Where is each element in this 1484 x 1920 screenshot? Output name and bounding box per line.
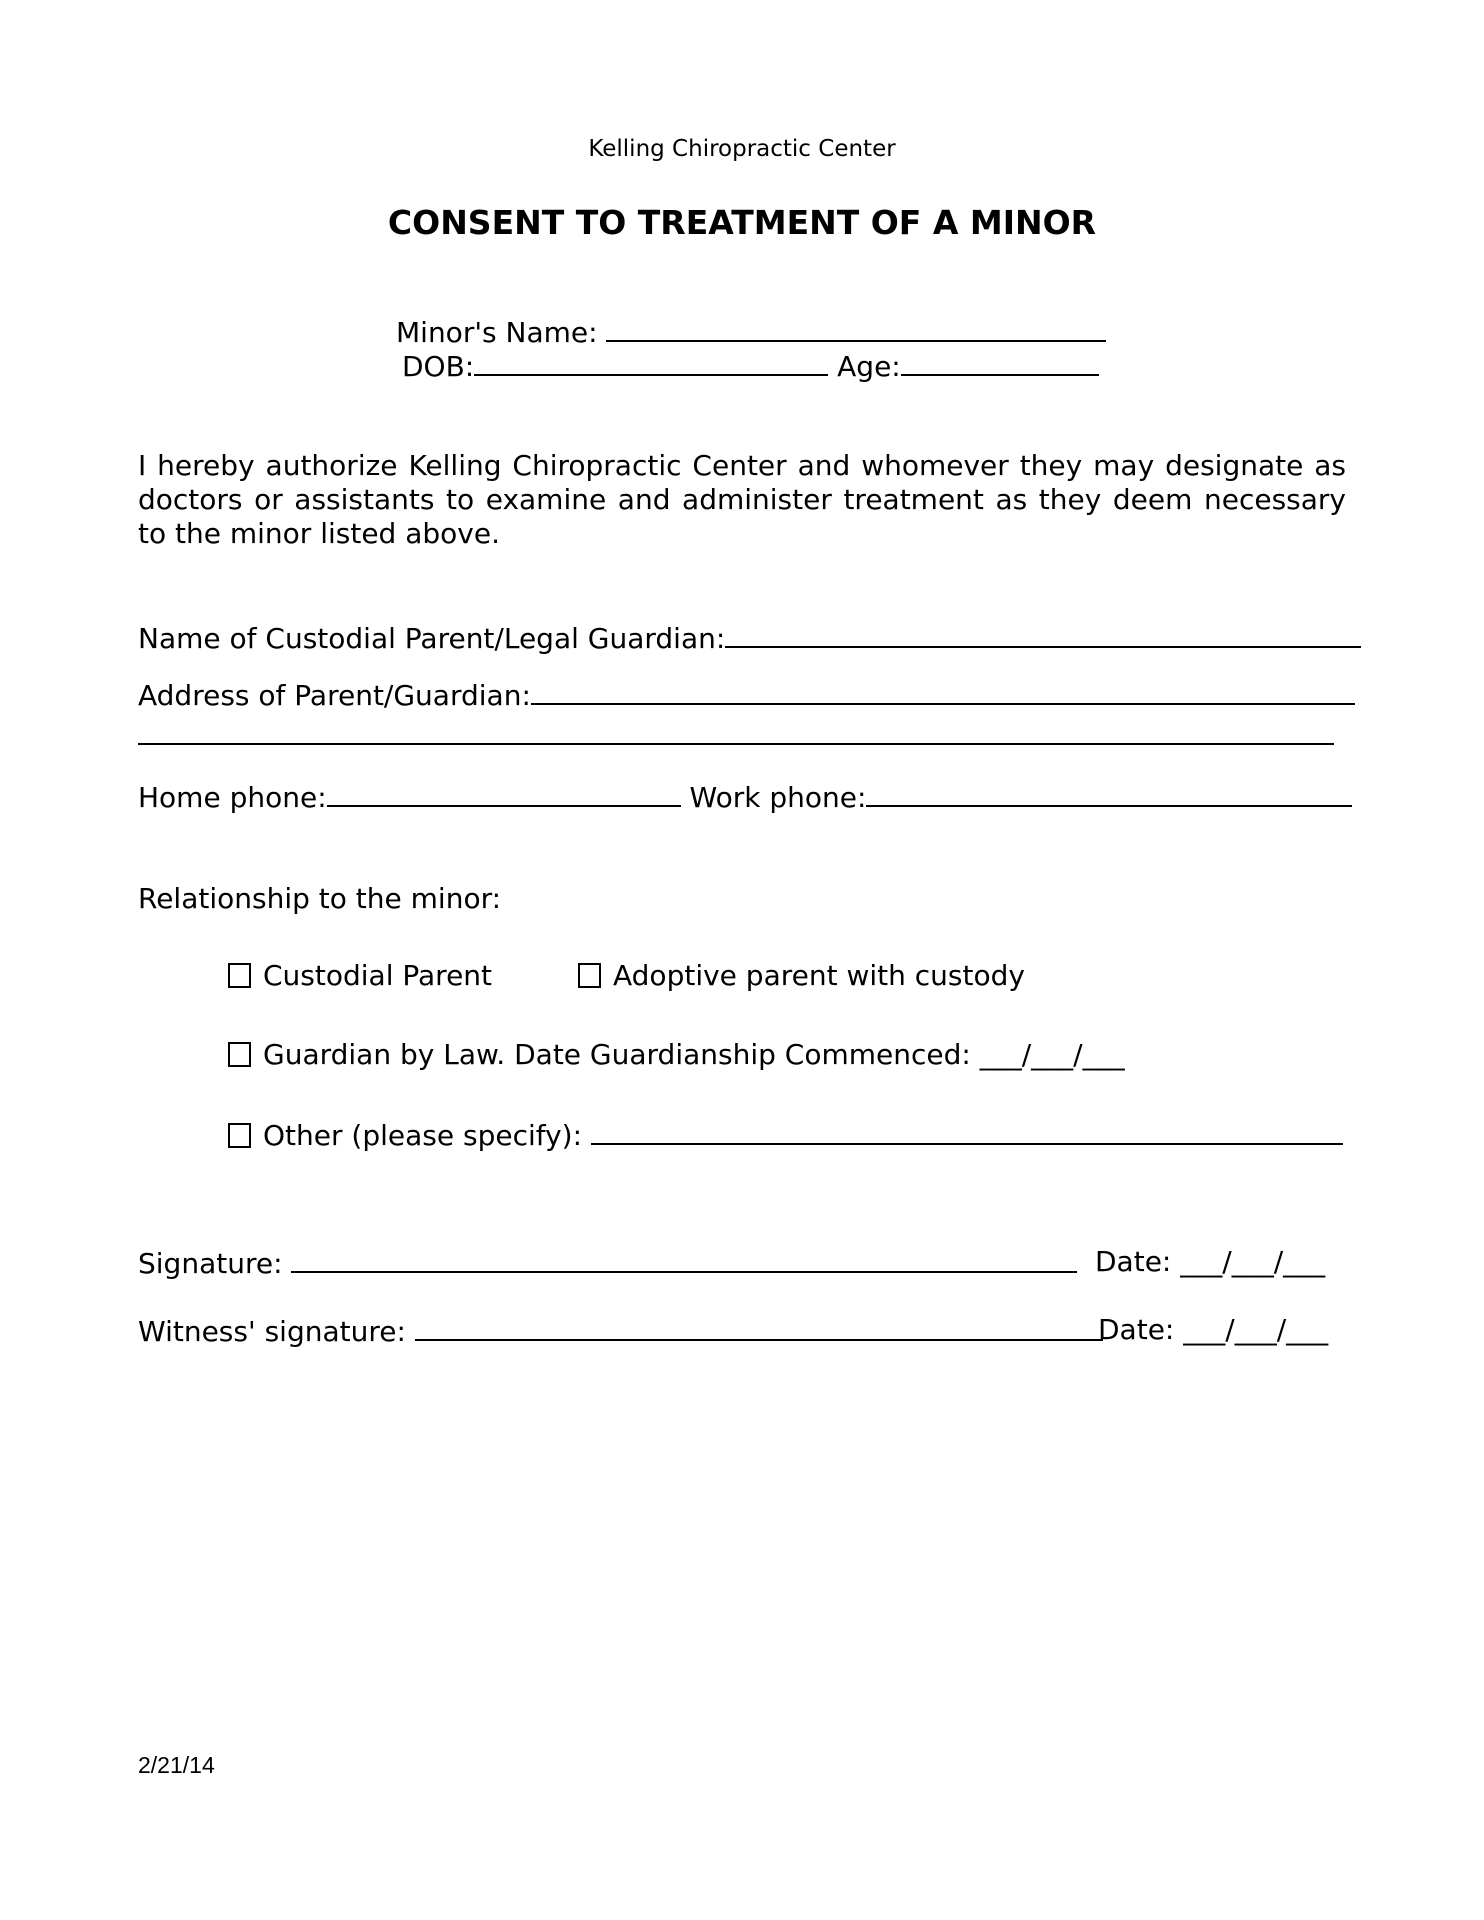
witness-signature-label: Witness' signature: (138, 1315, 415, 1348)
option-guardian-by-law[interactable] (228, 1038, 1125, 1072)
age-label: Age: (828, 350, 901, 383)
guardian-by-law-label: Guardian by Law. Date Guardianship Commenced: ___/___/___ (263, 1038, 1125, 1071)
custodial-parent-checkbox[interactable] (228, 963, 251, 988)
dob-age-row (402, 348, 1099, 384)
guardian-address-field[interactable] (531, 677, 1355, 705)
dob-field[interactable] (474, 348, 828, 376)
phone-row (138, 779, 1352, 815)
option-custodial-parent[interactable] (228, 959, 492, 993)
guardian-name-field[interactable] (725, 620, 1361, 648)
guardian-address-label: Address of Parent/Guardian: (138, 679, 531, 712)
home-phone-field[interactable] (327, 779, 681, 807)
home-phone-label: Home phone: (138, 781, 327, 814)
guardian-address-row (138, 677, 1355, 713)
authorization-paragraph: I hereby authorize Kelling Chiropractic Center and whomever they may designate as doctors or assistants to examine and administer treatment as they deem necessary to the minor listed above. (138, 449, 1346, 550)
guardian-address-line-2[interactable] (138, 743, 1334, 745)
witness-date[interactable]: Date: ___/___/___ (1098, 1313, 1329, 1346)
signature-field[interactable] (291, 1245, 1077, 1273)
guardian-name-row (138, 620, 1361, 656)
witness-row (138, 1313, 1103, 1349)
option-other[interactable] (228, 1117, 1343, 1153)
minor-name-row (396, 314, 1106, 350)
minor-name-field[interactable] (606, 314, 1106, 342)
work-phone-label: Work phone: (680, 781, 867, 814)
other-checkbox[interactable] (228, 1123, 251, 1148)
signature-row (138, 1245, 1077, 1281)
signature-label: Signature: (138, 1247, 292, 1280)
guardian-by-law-checkbox[interactable] (228, 1042, 251, 1067)
dob-label: DOB: (402, 350, 475, 383)
revision-date: 2/21/14 (138, 1752, 215, 1778)
adoptive-parent-checkbox[interactable] (578, 963, 601, 988)
custodial-parent-label: Custodial Parent (263, 959, 493, 992)
work-phone-field[interactable] (866, 779, 1352, 807)
guardian-name-label: Name of Custodial Parent/Legal Guardian: (138, 622, 726, 655)
signature-date[interactable]: Date: ___/___/___ (1095, 1245, 1326, 1278)
age-field[interactable] (901, 348, 1099, 376)
minor-name-label: Minor's Name: (396, 316, 607, 349)
adoptive-parent-label: Adoptive parent with custody (613, 959, 1025, 992)
organization-name: Kelling Chiropractic Center (588, 136, 896, 162)
form-title: CONSENT TO TREATMENT OF A MINOR (387, 203, 1097, 242)
other-specify-field[interactable] (591, 1117, 1343, 1145)
relationship-heading: Relationship to the minor: (138, 882, 502, 915)
witness-signature-field[interactable] (415, 1313, 1103, 1341)
other-label: Other (please specify): (263, 1119, 591, 1152)
option-adoptive-parent[interactable] (578, 959, 1025, 993)
